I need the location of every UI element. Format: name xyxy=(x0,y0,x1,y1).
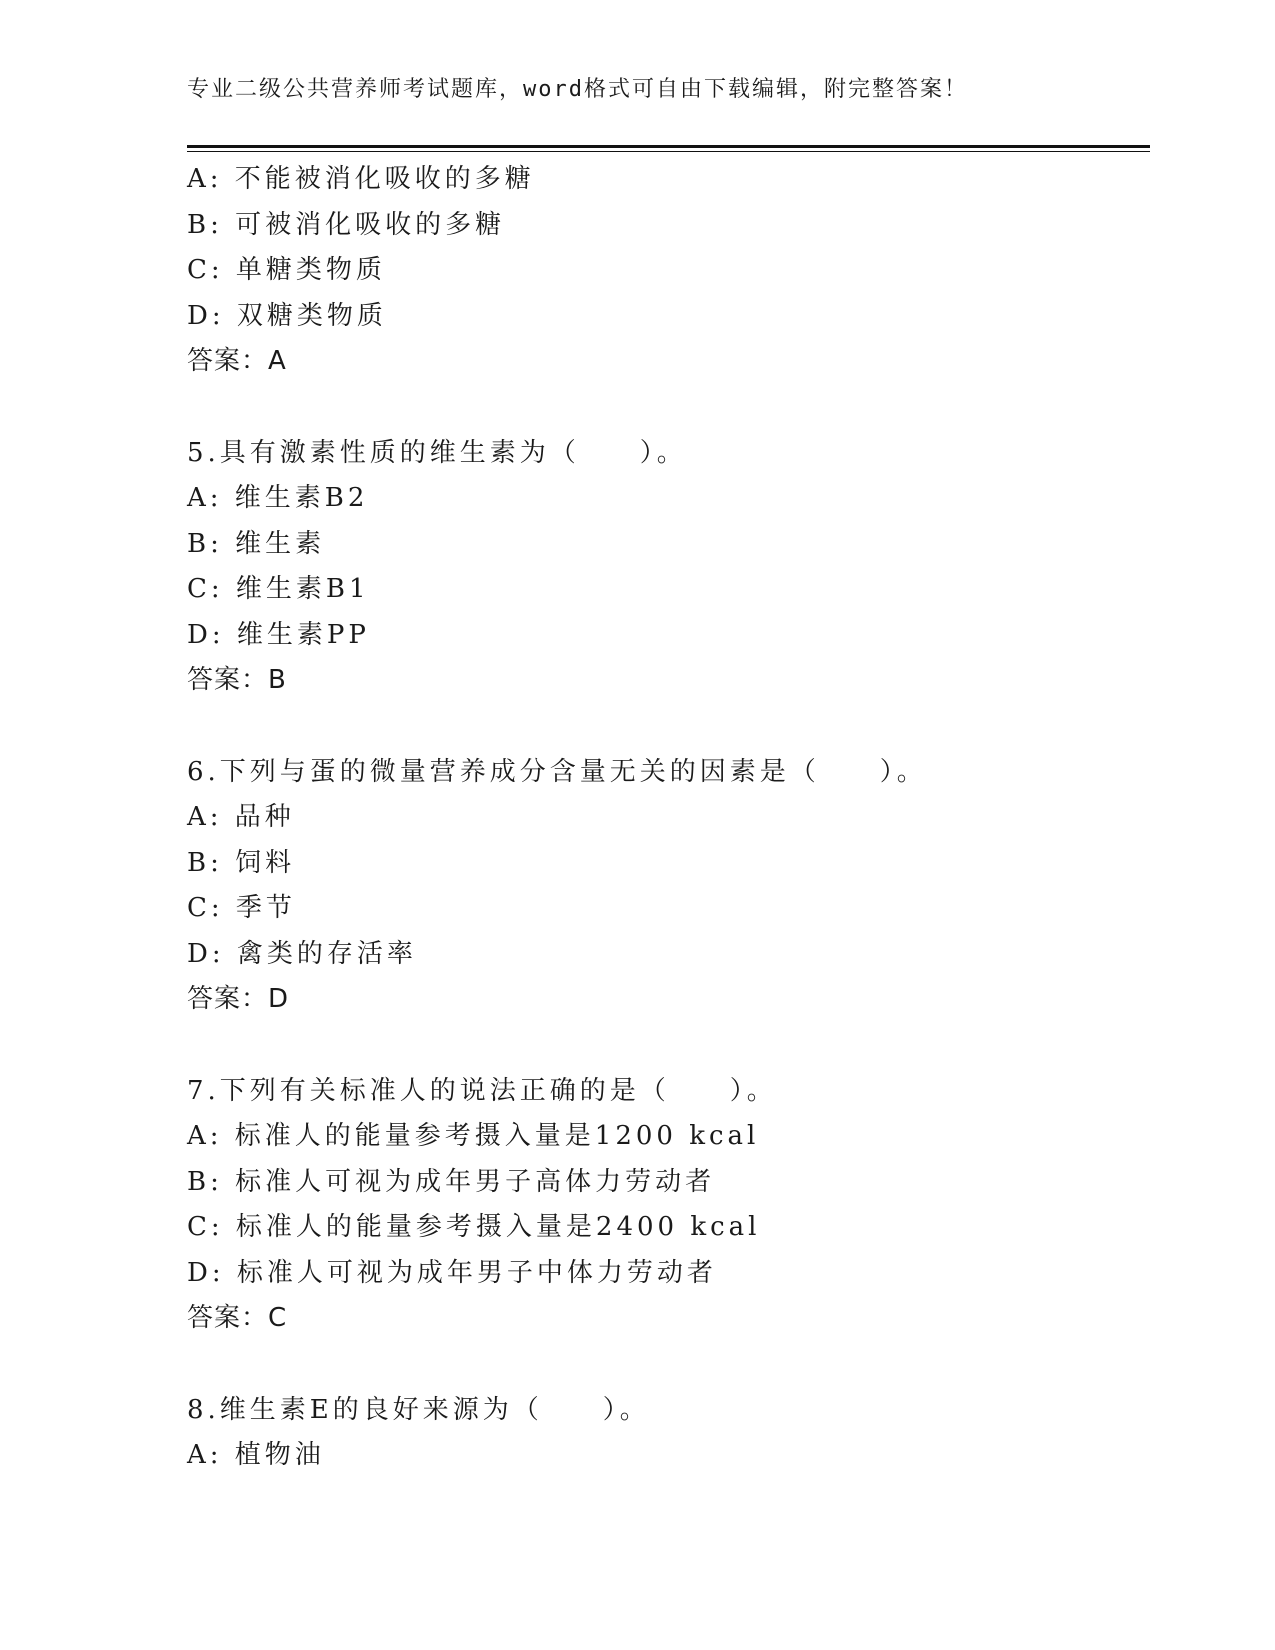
option-d: D: 维生素PP xyxy=(187,619,370,650)
option-b: B: 标准人可视为成年男子高体力劳动者 xyxy=(187,1166,716,1197)
answer: 答案：B xyxy=(187,665,287,695)
answer: 答案：A xyxy=(187,346,287,376)
question-stem: 5.具有激素性质的维生素为（ ）。 xyxy=(187,437,687,468)
option-a: A: 品种 xyxy=(187,802,295,832)
spacer xyxy=(187,704,1147,750)
spacer xyxy=(187,1023,1147,1069)
question-6 xyxy=(187,750,1147,1023)
option-b: B: 饲料 xyxy=(187,847,296,878)
answer: 答案：C xyxy=(187,1303,288,1333)
spacer xyxy=(187,385,1147,431)
question-5 xyxy=(187,431,1147,704)
option-a: A: 植物油 xyxy=(187,1440,325,1470)
question-8 xyxy=(187,1388,1147,1479)
question-7 xyxy=(187,1069,1147,1342)
header-rule-thin xyxy=(187,151,1150,152)
option-a: A: 维生素B2 xyxy=(187,483,369,513)
option-c: C: 标准人的能量参考摄入量是2400 kcal xyxy=(187,1212,761,1242)
option-a: A: 不能被消化吸收的多糖 xyxy=(187,164,535,194)
question-stem: 6.下列与蛋的微量营养成分含量无关的因素是（ ）。 xyxy=(187,756,927,787)
option-d: D: 标准人可视为成年男子中体力劳动者 xyxy=(187,1257,717,1288)
option-a: A: 标准人的能量参考摄入量是1200 kcal xyxy=(187,1121,760,1151)
option-d: D: 禽类的存活率 xyxy=(187,938,417,969)
option-c: C: 季节 xyxy=(187,893,296,923)
option-d: D: 双糖类物质 xyxy=(187,300,387,331)
page-header: 专业二级公共营养师考试题库，word格式可自由下载编辑，附完整答案！ xyxy=(187,77,968,102)
question-stem: 7.下列有关标准人的说法正确的是（ ）。 xyxy=(187,1075,777,1106)
header-rule-thick xyxy=(187,145,1150,148)
option-b: B: 维生素 xyxy=(187,528,326,559)
question-stem: 8.维生素E的良好来源为（ ）。 xyxy=(187,1394,650,1425)
option-c: C: 单糖类物质 xyxy=(187,255,386,285)
answer: 答案：D xyxy=(187,984,290,1014)
question-list xyxy=(187,157,1147,1479)
option-c: C: 维生素B1 xyxy=(187,574,370,604)
question-4 xyxy=(187,157,1147,385)
option-b: B: 可被消化吸收的多糖 xyxy=(187,209,506,240)
spacer xyxy=(187,1342,1147,1388)
